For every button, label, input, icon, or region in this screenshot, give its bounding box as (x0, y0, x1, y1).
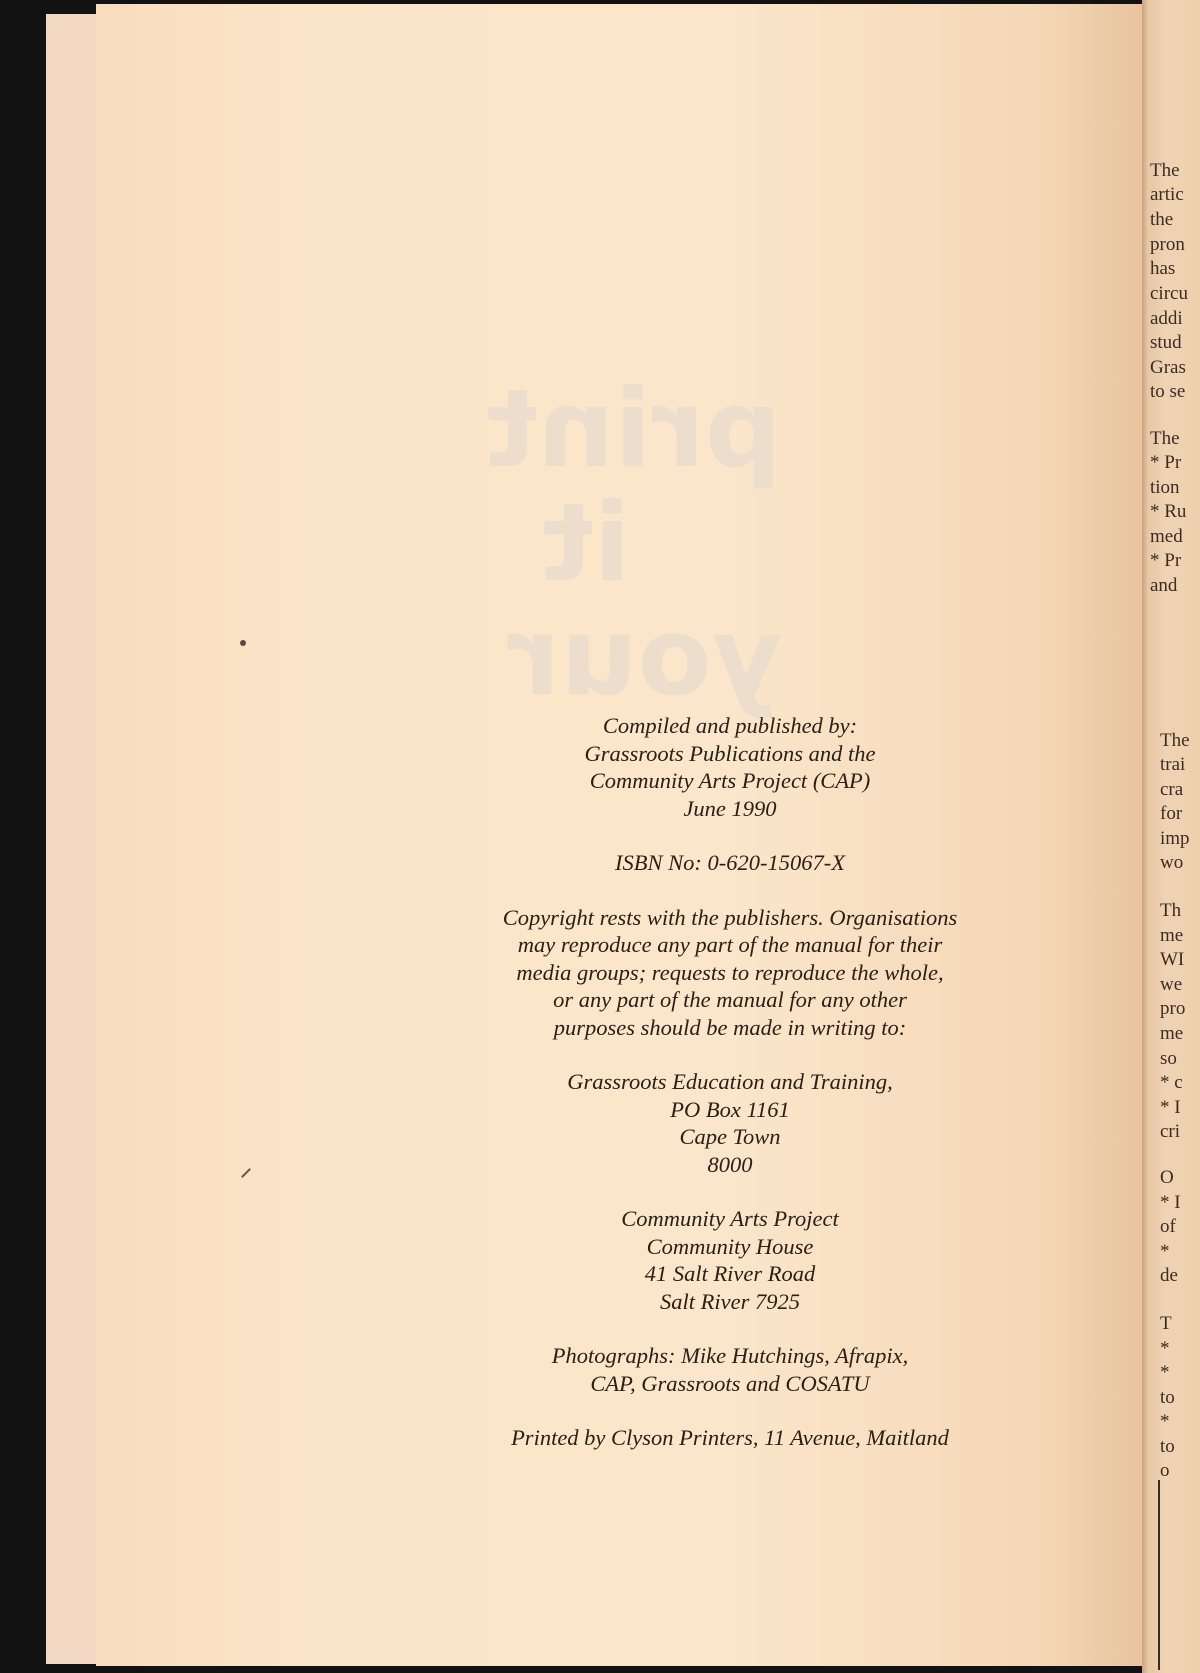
address-line: Grassroots Education and Training, (567, 1069, 893, 1094)
adjacent-page-fragment: Gras (1150, 357, 1186, 378)
adjacent-page-fragment: Th (1160, 900, 1182, 921)
adjacent-page-fragment: artic (1150, 184, 1184, 205)
adjacent-page-fragment: so (1160, 1048, 1177, 1069)
copyright-line: or any part of the manual for any other (553, 987, 907, 1012)
copyright-line: media groups; requests to reproduce the whole, (516, 959, 944, 985)
adjacent-page-fragment: we (1160, 974, 1183, 995)
copyright-line: purposes should be made in writing to: (553, 1014, 907, 1040)
address-line: Community House (646, 1233, 814, 1259)
adjacent-page-fragment: * (1160, 1362, 1170, 1383)
copyright-line: Copyright rests with the publishers. Organisations (502, 904, 958, 930)
adjacent-page-fragment: to se (1150, 381, 1186, 402)
adjacent-page-fragment: and (1150, 575, 1178, 596)
cap-address (440, 1205, 1020, 1315)
adjacent-page-fragment: de (1160, 1265, 1178, 1286)
adjacent-page-fragment: circu (1150, 283, 1188, 304)
show-through-text (485, 367, 782, 722)
publisher-line: Compiled and published by: (602, 713, 858, 738)
photo-credit-line: CAP, Grassroots and COSATU (590, 1370, 870, 1396)
show-through-line: your (507, 595, 782, 720)
adjacent-page-fragment: imp (1160, 828, 1190, 849)
adjacent-page-fragment: * c (1160, 1072, 1183, 1093)
adjacent-page-fragment: o (1160, 1460, 1170, 1481)
imprint-text (440, 712, 1020, 1479)
show-through-line: it (542, 481, 631, 606)
publisher-line: Community Arts Project (CAP) (589, 768, 871, 793)
adjacent-page-fragment: * I (1160, 1097, 1181, 1118)
printer-credit (440, 1424, 1020, 1452)
address-line: PO Box 1161 (670, 1096, 790, 1122)
adjacent-page-fragment: cri (1160, 1121, 1181, 1142)
photo-credit-line: Photographs: Mike Hutchings, Afrapix, (551, 1343, 909, 1368)
adjacent-page-fragment: The (1160, 730, 1190, 751)
adjacent-page-fragment: of (1160, 1216, 1176, 1237)
adjacent-page-fragment: for (1160, 803, 1183, 824)
adjacent-page-fragment: wo (1160, 852, 1184, 873)
adjacent-page-fragment: addi (1150, 308, 1183, 329)
grassroots-address (440, 1068, 1020, 1178)
address-line: Salt River 7925 (660, 1288, 800, 1314)
show-through-line: print (485, 367, 782, 492)
adjacent-page-fragment: * Pr (1150, 550, 1182, 571)
adjacent-page-fragment: * (1160, 1338, 1170, 1359)
adjacent-page-fragment: cra (1160, 779, 1184, 800)
adjacent-page-fragment: * (1160, 1241, 1170, 1262)
adjacent-page-fragment: to (1160, 1436, 1175, 1457)
adjacent-page-fragment: pro (1160, 998, 1186, 1019)
adjacent-page-fragment: T (1160, 1313, 1172, 1334)
adjacent-page-edge (1142, 0, 1200, 1673)
adjacent-page-fragment: pron (1150, 234, 1185, 255)
adjacent-page-fragment: stud (1150, 332, 1182, 353)
adjacent-page-fragment: the (1150, 209, 1174, 230)
address-line: 8000 (707, 1151, 753, 1177)
publisher-line: Grassroots Publications and the (584, 740, 876, 766)
adjacent-page-fragment: The (1150, 428, 1180, 449)
isbn-number: ISBN No: 0-620-15067-X (615, 850, 845, 875)
adjacent-page-fragment: * (1160, 1411, 1170, 1432)
adjacent-page-fragment: me (1160, 1023, 1184, 1044)
copyright-block (440, 904, 1020, 1042)
publication-date: June 1990 (683, 795, 777, 821)
adjacent-page-fragment: The (1150, 160, 1180, 181)
isbn-block (440, 849, 1020, 877)
adjacent-page-fragment: O (1160, 1167, 1174, 1188)
adjacent-page-fragment: * Pr (1150, 452, 1182, 473)
copyright-line: may reproduce any part of the manual for their (517, 932, 943, 957)
adjacent-page-fragment: * Ru (1150, 501, 1187, 522)
printer-line: Printed by Clyson Printers, 11 Avenue, Maitland (511, 1425, 949, 1450)
adjacent-page-fragment: me (1160, 925, 1184, 946)
address-line: Cape Town (679, 1124, 781, 1149)
adjacent-page-fragment: * I (1160, 1192, 1181, 1213)
adjacent-page-fragment: tion (1150, 477, 1180, 498)
address-line: 41 Salt River Road (644, 1261, 816, 1286)
adjacent-page-rule (1158, 1480, 1160, 1670)
adjacent-page-fragment: to (1160, 1387, 1175, 1408)
paper-speck (240, 640, 246, 646)
photo-credits (440, 1342, 1020, 1397)
publisher-block (440, 712, 1020, 822)
adjacent-page-fragment: WI (1160, 949, 1185, 970)
adjacent-page-fragment: has (1150, 258, 1176, 279)
adjacent-page-fragment: trai (1160, 754, 1186, 775)
address-line: Community Arts Project (621, 1206, 839, 1231)
adjacent-page-fragment: med (1150, 526, 1183, 547)
